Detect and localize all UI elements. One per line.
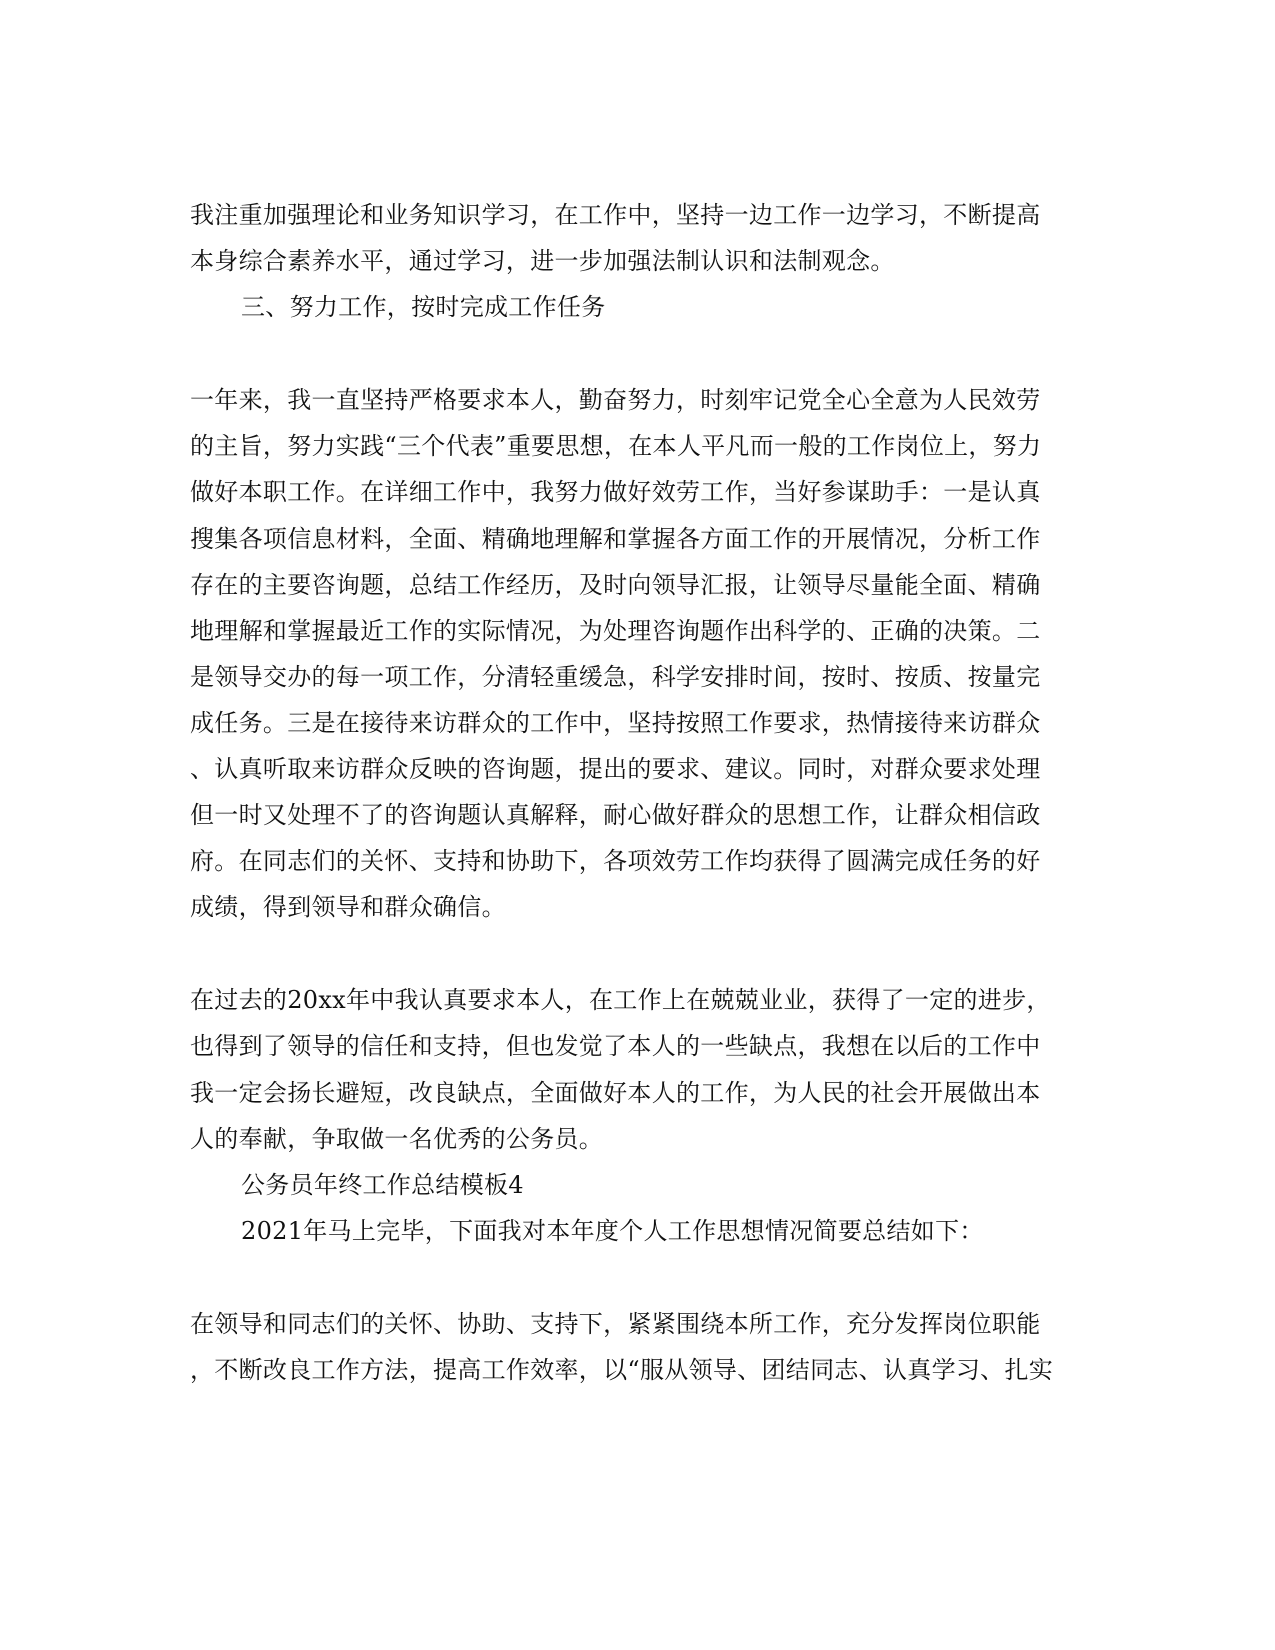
body-text-line: 本身综合素养水平，通过学习，进一步加强法制认识和法制观念。 [190, 247, 895, 275]
section-heading: 三、努力工作，按时完成工作任务 [241, 293, 606, 321]
body-text-line: 也得到了领导的信任和支持，但也发觉了本人的一些缺点，我想在以后的工作中 [190, 1032, 1041, 1060]
body-text-line: 地理解和掌握最近工作的实际情况，为处理咨询题作出科学的、正确的决策。二 [190, 617, 1041, 645]
body-text-line: 但一时又处理不了的咨询题认真解释，耐心做好群众的思想工作，让群众相信政 [190, 801, 1041, 829]
body-text-line: 2021年马上完毕，下面我对本年度个人工作思想情况简要总结如下： [241, 1217, 984, 1245]
body-text-line: ，不断改良工作方法，提高工作效率，以“服从领导、团结同志、认真学习、扎实 [190, 1356, 1054, 1384]
body-text-line: 、认真听取来访群众反映的咨询题，提出的要求、建议。同时，对群众要求处理 [190, 755, 1041, 783]
body-text-line: 存在的主要咨询题，总结工作经历，及时向领导汇报，让领导尽量能全面、精确 [190, 571, 1041, 599]
body-text-line: 一年来，我一直坚持严格要求本人，勤奋努力，时刻牢记党全心全意为人民效劳 [190, 386, 1041, 414]
body-text-line: 在过去的20xx年中我认真要求本人，在工作上在兢兢业业，获得了一定的进步， [190, 986, 1051, 1014]
section-heading: 公务员年终工作总结模板4 [241, 1171, 524, 1199]
body-text-line: 府。在同志们的关怀、支持和协助下，各项效劳工作均获得了圆满完成任务的好 [190, 847, 1041, 875]
body-text-line: 成任务。三是在接待来访群众的工作中，坚持按照工作要求，热情接待来访群众 [190, 709, 1041, 737]
body-text-line: 我注重加强理论和业务知识学习，在工作中，坚持一边工作一边学习，不断提高 [190, 201, 1041, 229]
body-text-line: 的主旨，努力实践“三个代表”重要思想，在本人平凡而一般的工作岗位上，努力 [190, 432, 1042, 460]
body-text-line: 在领导和同志们的关怀、协助、支持下，紧紧围绕本所工作，充分发挥岗位职能 [190, 1310, 1041, 1338]
body-text-line: 搜集各项信息材料，全面、精确地理解和掌握各方面工作的开展情况，分析工作 [190, 525, 1041, 553]
body-text-line: 人的奉献，争取做一名优秀的公务员。 [190, 1125, 604, 1153]
body-text-line: 我一定会扬长避短，改良缺点，全面做好本人的工作，为人民的社会开展做出本 [190, 1079, 1041, 1107]
body-text-line: 成绩，得到领导和群众确信。 [190, 893, 506, 921]
body-text-line: 做好本职工作。在详细工作中，我努力做好效劳工作，当好参谋助手：一是认真 [190, 478, 1041, 506]
body-text-line: 是领导交办的每一项工作，分清轻重缓急，科学安排时间，按时、按质、按量完 [190, 663, 1041, 691]
